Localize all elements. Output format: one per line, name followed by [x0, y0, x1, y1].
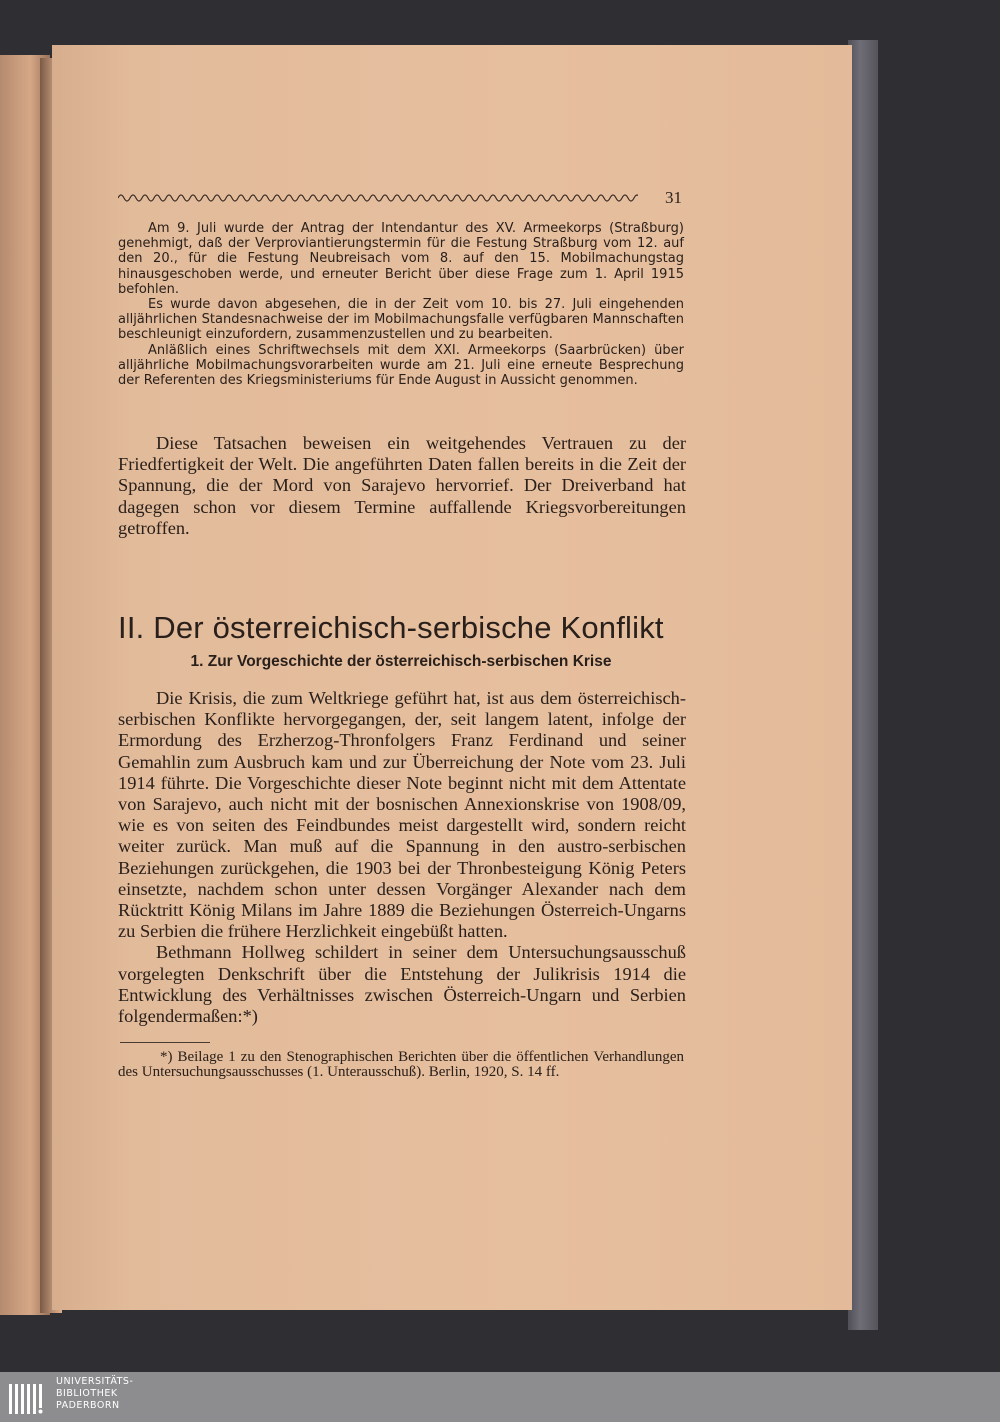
page-header	[118, 188, 682, 211]
body-block	[118, 688, 686, 1027]
library-logo-icon	[8, 1380, 46, 1414]
small-paragraph-1: Am 9. Juli wurde der Antrag der Intendantur des XV. Armeekorps (Straßburg) genehmigt, daß der Verproviantierungstermin für die Festung Straßburg vom 12. auf den 20., für die Festung Neubreisach vom 8. auf den 15. Mobilmachungstag hinausgeschoben werde, und erneuter Bericht über diese Frage zum 1. April 1915 befohlen.	[118, 221, 684, 297]
logo-line-1: UNIVERSITÄTS-	[56, 1376, 134, 1387]
book-cover-edge	[848, 40, 878, 1330]
logo-line-3: PADERBORN	[56, 1400, 120, 1411]
logo-line-2: BIBLIOTHEK	[56, 1388, 118, 1399]
ornament-rule	[118, 191, 638, 205]
library-logo-text	[56, 1376, 133, 1412]
section-title: 1. Zur Vorgeschichte der österreichisch-serbischen Krise	[190, 653, 612, 670]
book-page	[52, 45, 852, 1310]
footnote-block	[118, 1050, 684, 1080]
chapter-title: II. Der österreichisch-serbische Konflikt	[118, 610, 664, 645]
intro-block	[118, 433, 686, 539]
footnote-text: *) Beilage 1 zu den Stenographischen Berichten über die öffentlichen Verhandlungen des Untersuchungsausschusses (1. Unterausschuß). Berlin, 1920, S. 14 ff.	[118, 1049, 684, 1081]
small-paragraph-2: Es wurde davon abgesehen, die in der Zeit vom 10. bis 27. Juli eingehenden alljährlichen Standesnachweise der im Mobilmachungsfalle verfügbaren Mannschaften beschleunigt einzufordern, zusammenzustellen und zu bearbeiten.	[118, 297, 684, 343]
small-paragraph-3: Anläßlich eines Schriftwechsels mit dem XXI. Armeekorps (Saarbrücken) über alljährliche Mobilmachungsvorarbeiten wurde am 21. Juli eine erneute Besprechung der Referenten des Kriegsministeriums für Ende August in Aussicht genommen.	[118, 342, 684, 389]
intro-paragraph: Diese Tatsachen beweisen ein weitgehendes Vertrauen zu der Friedfertigkeit der Welt. Die angeführten Daten fallen bereits in die Zeit der Spannung, die der Mord von Sarajevo hervorrief. Der Dreiverband hat dagegen schon vor diesem Termine auffallende Kriegsvorbereitungen getroffen.	[118, 433, 686, 538]
body-paragraph-1: Die Krisis, die zum Weltkriege geführt hat, ist aus dem österreichisch-serbischen Konflikte hervorgegangen, der, seit langem latent, infolge der Ermordung des Erzherzog-Thronfolgers Franz Ferdinand und seiner Gemahlin zum Ausbruch kam und zur Überreichung der Note vom 23. Juli 1914 führte. Die Vorgeschichte dieser Note beginnt nicht mit dem Attentate von Sarajevo, auch nicht mit der bosnischen Annexionskrise von 1908/09, wie es von seiten des Feindbundes meist dargestellt wird, sondern reicht weiter zurück. Man muß auf die Spannung in den austro-serbischen Beziehungen zurückgehen, die 1903 bei der Thronbesteigung König Peters einsetzte, nachdem schon unter dessen Vorgänger Alexander nach dem Rücktritt König Milans im Jahre 1889 die Beziehungen Österreich-Ungarns zu Serbien die frühere Herzlichkeit eingebüßt hatten.	[118, 688, 686, 942]
page-number: 31	[665, 188, 682, 207]
footnote-rule	[120, 1042, 210, 1043]
body-paragraph-2: Bethmann Hollweg schildert in seiner dem Untersuchungsausschuß vorgelegten Denkschrift über die Entstehung der Julikrisis 1914 die Entwicklung des Verhältnisses zwischen Österreich-Ungarn und Serbien folgendermaßen:*)	[118, 942, 686, 1027]
library-footer-bar	[0, 1372, 1000, 1422]
small-print-block	[118, 221, 684, 388]
